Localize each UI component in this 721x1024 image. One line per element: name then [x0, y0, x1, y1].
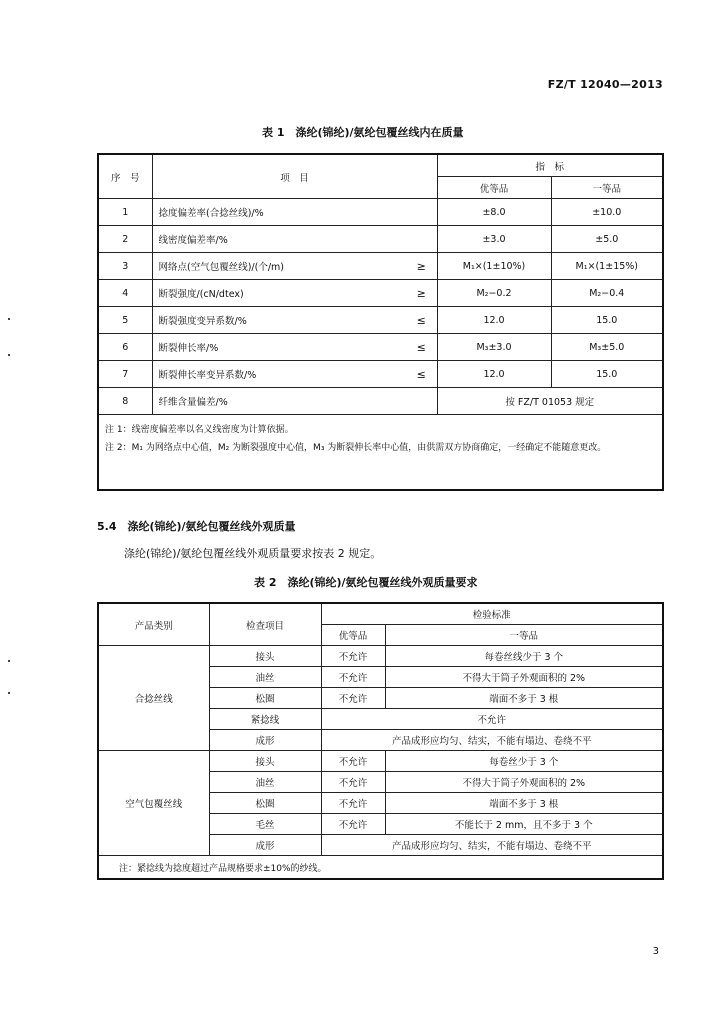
cell-item: 网络点(空气包覆丝线)/(个/m)	[152, 253, 406, 280]
table-row	[98, 199, 663, 226]
cell-sym	[406, 226, 437, 253]
cell-no: 5	[98, 307, 152, 334]
cell-sym: ≤	[406, 307, 437, 334]
cell-premium: 不允许	[321, 646, 385, 667]
section-title: 5.4 涤纶(锦纶)/氨纶包覆丝线外观质量	[97, 520, 296, 533]
cell-first: ±10.0	[551, 199, 663, 226]
cell-sym: ≤	[406, 334, 437, 361]
cell-premium: M₃±3.0	[437, 334, 551, 361]
cell-item: 油丝	[209, 772, 321, 793]
scan-speck	[8, 354, 10, 356]
cell-item: 毛丝	[209, 814, 321, 835]
table-row	[98, 361, 663, 388]
cell-premium: M₂−0.2	[437, 280, 551, 307]
cell-no: 2	[98, 226, 152, 253]
t1-header-seq: 序 号	[98, 154, 152, 199]
cell-premium: 不允许	[321, 814, 385, 835]
cell-first: M₃±5.0	[551, 334, 663, 361]
cell-item: 油丝	[209, 667, 321, 688]
cell-sym: ≥	[406, 253, 437, 280]
t1-header-item: 项 目	[152, 154, 437, 199]
cell-item: 断裂强度/(cN/dtex)	[152, 280, 406, 307]
cell-sym: ≤	[406, 361, 437, 388]
note-text: 注：紧捻线为捻度超过产品规格要求±10%的纱线。	[98, 856, 663, 880]
cell-first: M₂−0.4	[551, 280, 663, 307]
cell-merged: 按 FZ/T 01053 规定	[437, 388, 663, 415]
cell-category: 空气包覆丝线	[98, 751, 209, 856]
t2-header-first: 一等品	[385, 625, 663, 646]
table-row	[98, 388, 663, 415]
t2-header-premium: 优等品	[321, 625, 385, 646]
cell-no: 3	[98, 253, 152, 280]
table1-notes	[98, 415, 663, 491]
cell-premium: M₁×(1±10%)	[437, 253, 551, 280]
cell-merged: 产品成形应均匀、结实，不能有塌边、卷绕不平	[321, 730, 663, 751]
cell-item: 断裂强度变异系数/%	[152, 307, 406, 334]
cell-first: 15.0	[551, 361, 663, 388]
cell-item: 捻度偏差率(合捻丝线)/%	[152, 199, 406, 226]
t1-header-first: 一等品	[551, 177, 663, 199]
cell-premium: 不允许	[321, 688, 385, 709]
cell-no: 6	[98, 334, 152, 361]
cell-item: 松圈	[209, 793, 321, 814]
table-row	[98, 280, 663, 307]
scan-speck	[8, 660, 10, 662]
cell-first: 端面不多于 3 根	[385, 793, 663, 814]
cell-premium: 不允许	[321, 772, 385, 793]
table2-note	[98, 856, 663, 880]
cell-first: 15.0	[551, 307, 663, 334]
t1-header-premium: 优等品	[437, 177, 551, 199]
cell-premium: 12.0	[437, 361, 551, 388]
cell-item: 纤维含量偏差/%	[152, 388, 406, 415]
table-row	[98, 307, 663, 334]
cell-first: 不得大于筒子外观面积的 2%	[385, 772, 663, 793]
cell-first: 每卷丝少于 3 个	[385, 751, 663, 772]
t2-header-check-item: 检查项目	[209, 603, 321, 646]
note-1: 注 1：线密度偏差率以名义线密度为计算依据。	[105, 425, 294, 435]
table-row	[98, 646, 663, 667]
cell-premium: ±8.0	[437, 199, 551, 226]
cell-category: 合捻丝线	[98, 646, 209, 751]
scan-speck	[8, 318, 10, 320]
page-number: 3	[652, 946, 659, 957]
cell-sym: ≥	[406, 280, 437, 307]
cell-premium: 不允许	[321, 667, 385, 688]
scan-speck	[8, 692, 10, 694]
cell-item: 松圈	[209, 688, 321, 709]
cell-first: M₁×(1±15%)	[551, 253, 663, 280]
cell-no: 7	[98, 361, 152, 388]
table2-appearance-quality	[97, 602, 664, 880]
cell-first: 不能长于 2 mm，且不多于 3 个	[385, 814, 663, 835]
table2-caption: 表 2 涤纶(锦纶)/氨纶包覆丝线外观质量要求	[254, 576, 478, 589]
cell-item: 断裂伸长率/%	[152, 334, 406, 361]
note-2: 注 2：M₁ 为网络点中心值，M₂ 为断裂强度中心值，M₃ 为断裂伸长率中心值，由供需双方协商确定，一经确定不能随意更改。	[105, 443, 607, 453]
cell-item: 成形	[209, 835, 321, 856]
cell-first: 每卷丝线少于 3 个	[385, 646, 663, 667]
standard-code: FZ/T 12040—2013	[547, 78, 663, 91]
cell-first: ±5.0	[551, 226, 663, 253]
cell-premium: 12.0	[437, 307, 551, 334]
cell-no: 1	[98, 199, 152, 226]
table-row	[98, 334, 663, 361]
cell-sym	[406, 388, 437, 415]
table1-caption: 表 1 涤纶(锦纶)/氨纶包覆丝线内在质量	[262, 126, 464, 139]
cell-first: 端面不多于 3 根	[385, 688, 663, 709]
cell-item: 成形	[209, 730, 321, 751]
t1-header-index: 指 标	[437, 154, 663, 177]
table-row	[98, 751, 663, 772]
table1-intrinsic-quality	[97, 153, 664, 491]
section-text: 涤纶(锦纶)/氨纶包覆丝线外观质量要求按表 2 规定。	[124, 547, 382, 560]
cell-item: 接头	[209, 751, 321, 772]
cell-merged: 不允许	[321, 709, 663, 730]
t2-header-standard: 检验标准	[321, 603, 663, 625]
cell-item: 断裂伸长率变异系数/%	[152, 361, 406, 388]
cell-no: 4	[98, 280, 152, 307]
cell-no: 8	[98, 388, 152, 415]
table-row	[98, 253, 663, 280]
cell-item: 接头	[209, 646, 321, 667]
cell-premium: 不允许	[321, 751, 385, 772]
cell-premium: 不允许	[321, 793, 385, 814]
cell-sym	[406, 199, 437, 226]
cell-merged: 产品成形应均匀、结实，不能有塌边、卷绕不平	[321, 835, 663, 856]
table-row	[98, 226, 663, 253]
cell-item: 紧捻线	[209, 709, 321, 730]
cell-premium: ±3.0	[437, 226, 551, 253]
t2-header-category: 产品类别	[98, 603, 209, 646]
cell-item: 线密度偏差率/%	[152, 226, 406, 253]
cell-first: 不得大于筒子外观面积的 2%	[385, 667, 663, 688]
